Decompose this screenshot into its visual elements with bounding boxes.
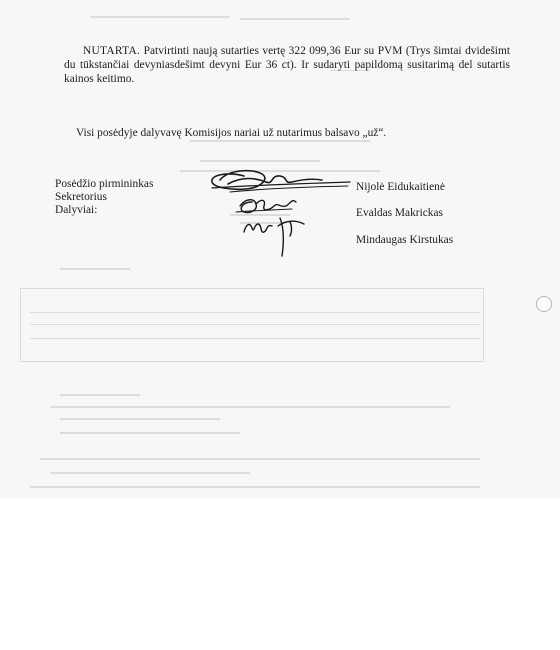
resolution-paragraph — [64, 44, 510, 86]
signatures-drawing — [200, 162, 360, 262]
name-secretary: Evaldas Makrickas — [356, 207, 443, 219]
vote-statement: Visi posėdyje dalyvavę Komisijos nariai už nutarimus balsavo „už“. — [76, 127, 387, 139]
punch-hole — [536, 296, 552, 312]
label-chairman: Posėdžio pirmininkas — [55, 178, 154, 190]
name-chairman: Nijolė Eidukaitienė — [356, 181, 445, 193]
resolution-text: Patvirtinti naują sutarties vertę 322 099,36 Eur su PVM (Trys šimtai dvidešimt du tūkstančiai devyniasdešimt devyni Eur 36 ct). Ir sudaryti papildomą susitarimą del sutartis kainos keitimo. — [64, 45, 510, 85]
signature-secretary — [236, 200, 296, 213]
signature-participant — [244, 218, 304, 256]
label-secretary: Sekretorius — [55, 191, 107, 203]
label-participants: Dalyviai: — [55, 204, 98, 216]
name-participant: Mindaugas Kirstukas — [356, 234, 454, 246]
signature-chairman — [212, 171, 350, 192]
resolution-lead: NUTARTA. — [83, 45, 141, 57]
